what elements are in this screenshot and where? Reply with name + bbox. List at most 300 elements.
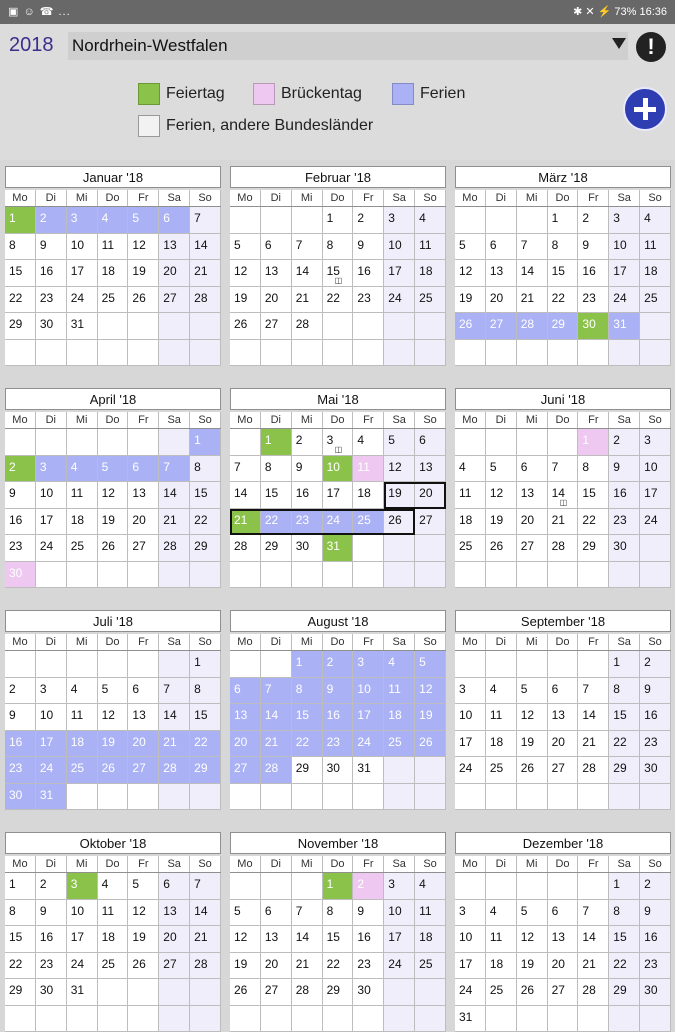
day-cell[interactable]: 9 xyxy=(609,456,640,483)
day-cell[interactable]: 16 xyxy=(36,926,67,953)
day-cell[interactable]: 24 xyxy=(384,953,415,980)
day-cell[interactable]: 19 xyxy=(230,287,261,314)
day-cell[interactable]: 17 xyxy=(353,704,384,731)
day-cell[interactable]: 15 xyxy=(292,704,323,731)
day-cell[interactable]: 26 xyxy=(517,979,548,1006)
day-cell[interactable]: 26 xyxy=(384,509,415,536)
day-cell[interactable]: 25 xyxy=(98,953,129,980)
day-cell[interactable]: 29 xyxy=(292,757,323,784)
day-cell[interactable]: 24 xyxy=(67,287,98,314)
day-cell[interactable]: 1 xyxy=(190,651,221,678)
day-cell[interactable]: 18 xyxy=(486,953,517,980)
day-cell[interactable]: 8 xyxy=(5,234,36,261)
day-cell[interactable]: 19 xyxy=(128,260,159,287)
day-cell[interactable]: 7 xyxy=(578,900,609,927)
day-cell[interactable]: 22 xyxy=(609,953,640,980)
day-cell[interactable]: 22 xyxy=(190,509,221,536)
day-cell[interactable]: 16 xyxy=(5,731,36,758)
day-cell[interactable]: 30 xyxy=(353,979,384,1006)
day-cell[interactable]: 25 xyxy=(455,535,486,562)
day-cell[interactable]: 4 xyxy=(486,678,517,705)
day-cell[interactable]: 31 xyxy=(353,757,384,784)
day-cell[interactable]: 21 xyxy=(578,731,609,758)
day-cell[interactable]: 17 xyxy=(67,926,98,953)
day-cell[interactable]: 20 xyxy=(548,953,579,980)
day-cell[interactable]: 4 xyxy=(353,429,384,456)
day-cell[interactable]: 13 xyxy=(159,900,190,927)
day-cell[interactable]: 6 xyxy=(159,207,190,234)
day-cell[interactable]: 7 xyxy=(261,678,292,705)
day-cell[interactable]: 28 xyxy=(548,535,579,562)
day-cell[interactable]: 22 xyxy=(261,509,292,536)
day-cell[interactable]: 31 xyxy=(609,313,640,340)
day-cell[interactable]: 18 xyxy=(67,731,98,758)
day-cell[interactable]: 1 xyxy=(5,207,36,234)
day-cell[interactable]: 28 xyxy=(159,535,190,562)
day-cell[interactable]: 23 xyxy=(36,953,67,980)
day-cell[interactable]: 20 xyxy=(261,287,292,314)
day-cell[interactable]: 15 xyxy=(609,926,640,953)
day-cell[interactable]: 27 xyxy=(261,979,292,1006)
day-cell[interactable]: 17 xyxy=(36,731,67,758)
day-cell[interactable]: 26 xyxy=(455,313,486,340)
day-cell[interactable]: 13 xyxy=(261,926,292,953)
day-cell[interactable]: 16 xyxy=(640,704,671,731)
day-cell[interactable]: 30 xyxy=(578,313,609,340)
day-cell[interactable]: 25 xyxy=(98,287,129,314)
day-cell[interactable]: 19 xyxy=(455,287,486,314)
day-cell[interactable]: 10 xyxy=(323,456,354,483)
day-cell[interactable]: 17 xyxy=(323,482,354,509)
day-cell[interactable]: 4 xyxy=(384,651,415,678)
day-cell[interactable]: 5 xyxy=(455,234,486,261)
day-cell[interactable]: 27 xyxy=(159,287,190,314)
day-cell[interactable]: 27 xyxy=(128,535,159,562)
day-cell[interactable]: 10 xyxy=(609,234,640,261)
day-cell[interactable]: 20 xyxy=(159,926,190,953)
day-cell[interactable]: 11 xyxy=(415,234,446,261)
day-cell[interactable]: 30 xyxy=(36,979,67,1006)
day-cell[interactable]: 16 xyxy=(640,926,671,953)
day-cell[interactable]: 17 xyxy=(455,731,486,758)
day-cell[interactable]: 25 xyxy=(486,979,517,1006)
day-cell[interactable]: 13 xyxy=(415,456,446,483)
day-cell[interactable]: 17 xyxy=(36,509,67,536)
day-cell[interactable]: 15 xyxy=(190,482,221,509)
day-cell[interactable]: 3 xyxy=(384,873,415,900)
day-cell[interactable]: 23 xyxy=(640,953,671,980)
day-cell[interactable]: 8 xyxy=(609,900,640,927)
day-cell[interactable]: 24 xyxy=(36,535,67,562)
day-cell[interactable]: 22 xyxy=(5,287,36,314)
day-cell[interactable]: 29 xyxy=(323,979,354,1006)
day-cell[interactable]: 2 xyxy=(640,873,671,900)
day-cell[interactable]: 2 xyxy=(5,678,36,705)
day-cell[interactable]: 3 xyxy=(67,873,98,900)
day-cell[interactable]: 19 xyxy=(128,926,159,953)
day-cell[interactable]: 3 xyxy=(353,651,384,678)
day-cell[interactable]: 25 xyxy=(415,287,446,314)
day-cell[interactable]: 26 xyxy=(230,313,261,340)
day-cell[interactable]: 10 xyxy=(353,678,384,705)
day-cell[interactable]: 25 xyxy=(67,535,98,562)
day-cell[interactable]: 8 xyxy=(5,900,36,927)
day-cell[interactable]: 15 xyxy=(548,260,579,287)
day-cell[interactable]: 26 xyxy=(128,287,159,314)
day-cell[interactable]: 19 xyxy=(98,509,129,536)
day-cell[interactable]: 30 xyxy=(323,757,354,784)
day-cell[interactable]: 16 xyxy=(5,509,36,536)
day-cell[interactable]: 27 xyxy=(261,313,292,340)
day-cell[interactable]: 10 xyxy=(36,482,67,509)
day-cell[interactable]: 4 xyxy=(98,207,129,234)
day-cell[interactable]: 12 xyxy=(98,704,129,731)
day-cell[interactable]: 1 xyxy=(292,651,323,678)
day-cell[interactable]: 17 xyxy=(384,260,415,287)
day-cell[interactable]: 21 xyxy=(261,731,292,758)
day-cell[interactable]: 11 xyxy=(353,456,384,483)
day-cell[interactable]: 12 xyxy=(230,926,261,953)
day-cell[interactable]: 23 xyxy=(578,287,609,314)
day-cell[interactable]: 22 xyxy=(323,287,354,314)
day-cell[interactable]: 7 xyxy=(190,207,221,234)
day-cell[interactable]: 12 xyxy=(517,704,548,731)
day-cell[interactable]: 6 xyxy=(128,678,159,705)
day-cell[interactable]: 19 xyxy=(517,731,548,758)
day-cell[interactable]: 6 xyxy=(261,900,292,927)
day-cell[interactable]: 29 xyxy=(5,979,36,1006)
day-cell[interactable]: 1 xyxy=(323,207,354,234)
day-cell[interactable]: 1 xyxy=(190,429,221,456)
day-cell[interactable]: 9 xyxy=(36,900,67,927)
day-cell[interactable]: 18 xyxy=(353,482,384,509)
day-cell[interactable]: 8 xyxy=(190,678,221,705)
day-cell[interactable]: 30 xyxy=(609,535,640,562)
day-cell[interactable]: 16 xyxy=(292,482,323,509)
day-cell[interactable]: 28 xyxy=(578,757,609,784)
day-cell[interactable]: 9 xyxy=(578,234,609,261)
day-cell[interactable]: 5 xyxy=(98,678,129,705)
day-cell[interactable]: 18 xyxy=(98,926,129,953)
day-cell[interactable]: 25 xyxy=(67,757,98,784)
day-cell[interactable]: 20 xyxy=(548,731,579,758)
day-cell[interactable]: 23 xyxy=(353,287,384,314)
day-cell[interactable]: 27 xyxy=(517,535,548,562)
day-cell[interactable]: 9 xyxy=(353,234,384,261)
day-cell[interactable]: 11 xyxy=(67,704,98,731)
day-cell[interactable]: 8 xyxy=(609,678,640,705)
day-cell[interactable]: 9 xyxy=(292,456,323,483)
day-cell[interactable]: 17 xyxy=(67,260,98,287)
day-cell[interactable]: 10 xyxy=(455,926,486,953)
day-cell[interactable]: 2 xyxy=(609,429,640,456)
day-cell[interactable]: 3 xyxy=(609,207,640,234)
day-cell[interactable]: 12 xyxy=(230,260,261,287)
day-cell[interactable]: 1 xyxy=(323,873,354,900)
day-cell[interactable]: 10 xyxy=(384,900,415,927)
day-cell[interactable]: 27 xyxy=(548,979,579,1006)
day-cell[interactable]: 17 xyxy=(640,482,671,509)
chevron-down-icon[interactable] xyxy=(612,38,626,49)
day-cell[interactable]: 14 xyxy=(292,260,323,287)
day-cell[interactable]: 3 xyxy=(67,207,98,234)
day-cell[interactable]: 29 xyxy=(190,757,221,784)
day-cell[interactable]: 30 xyxy=(292,535,323,562)
day-cell[interactable]: 8 xyxy=(578,456,609,483)
day-cell[interactable]: 21 xyxy=(159,731,190,758)
day-cell[interactable]: 12 xyxy=(486,482,517,509)
day-cell[interactable]: 13 xyxy=(128,482,159,509)
day-cell[interactable]: 12 xyxy=(517,926,548,953)
day-cell[interactable]: 23 xyxy=(292,509,323,536)
day-cell[interactable]: 11 xyxy=(415,900,446,927)
day-cell[interactable]: 18 xyxy=(455,509,486,536)
day-cell[interactable]: 18 xyxy=(486,731,517,758)
day-cell[interactable]: 30 xyxy=(5,784,36,811)
day-cell[interactable]: 17 xyxy=(455,953,486,980)
day-cell[interactable]: 22 xyxy=(609,731,640,758)
day-cell[interactable]: 29 xyxy=(548,313,579,340)
day-cell[interactable]: 29 xyxy=(609,979,640,1006)
day-cell[interactable]: 28 xyxy=(517,313,548,340)
day-cell[interactable]: 7 xyxy=(190,873,221,900)
day-cell[interactable]: 3 xyxy=(455,900,486,927)
day-cell[interactable]: 24 xyxy=(609,287,640,314)
day-cell[interactable]: 25 xyxy=(353,509,384,536)
day-cell[interactable]: 21 xyxy=(548,509,579,536)
day-cell[interactable]: 18 xyxy=(384,704,415,731)
day-cell[interactable]: 20 xyxy=(128,731,159,758)
day-cell[interactable]: 9 xyxy=(5,482,36,509)
day-cell[interactable]: 14 xyxy=(578,926,609,953)
day-cell[interactable]: 13 xyxy=(548,704,579,731)
day-cell[interactable]: 5 xyxy=(128,207,159,234)
day-cell[interactable]: 8 xyxy=(190,456,221,483)
day-cell[interactable]: 9 xyxy=(640,900,671,927)
day-cell[interactable]: 22 xyxy=(323,953,354,980)
day-cell[interactable]: 31 xyxy=(67,313,98,340)
day-cell[interactable]: 5 xyxy=(230,900,261,927)
day-cell[interactable]: 23 xyxy=(5,535,36,562)
day-cell[interactable]: 20 xyxy=(159,260,190,287)
day-cell[interactable]: 20 xyxy=(415,482,446,509)
day-cell[interactable]: 27 xyxy=(415,509,446,536)
day-cell[interactable]: 9 xyxy=(353,900,384,927)
day-cell[interactable]: 18 xyxy=(98,260,129,287)
day-cell[interactable]: 16 xyxy=(353,926,384,953)
day-cell[interactable]: 28 xyxy=(261,757,292,784)
day-cell[interactable]: 25 xyxy=(384,731,415,758)
day-cell[interactable]: 15 ◫ xyxy=(323,260,354,287)
day-cell[interactable]: 15 xyxy=(5,926,36,953)
day-cell[interactable]: 4 xyxy=(98,873,129,900)
day-cell[interactable]: 12 xyxy=(128,234,159,261)
day-cell[interactable]: 21 xyxy=(159,509,190,536)
day-cell[interactable]: 18 xyxy=(415,260,446,287)
day-cell[interactable]: 21 xyxy=(578,953,609,980)
year-selector[interactable]: 2018 xyxy=(9,34,54,57)
day-cell[interactable]: 21 xyxy=(292,953,323,980)
day-cell[interactable]: 22 xyxy=(190,731,221,758)
day-cell[interactable]: 13 xyxy=(548,926,579,953)
day-cell[interactable]: 24 xyxy=(455,979,486,1006)
day-cell[interactable]: 23 xyxy=(353,953,384,980)
day-cell[interactable]: 1 xyxy=(5,873,36,900)
day-cell[interactable]: 2 xyxy=(36,207,67,234)
day-cell[interactable]: 18 xyxy=(67,509,98,536)
day-cell[interactable]: 12 xyxy=(415,678,446,705)
day-cell[interactable]: 27 xyxy=(159,953,190,980)
day-cell[interactable]: 7 xyxy=(159,456,190,483)
day-cell[interactable]: 28 xyxy=(230,535,261,562)
day-cell[interactable]: 10 xyxy=(67,900,98,927)
day-cell[interactable]: 2 xyxy=(353,207,384,234)
day-cell[interactable]: 26 xyxy=(486,535,517,562)
day-cell[interactable]: 12 xyxy=(384,456,415,483)
day-cell[interactable]: 9 xyxy=(640,678,671,705)
day-cell[interactable]: 6 xyxy=(548,900,579,927)
day-cell[interactable]: 14 xyxy=(190,900,221,927)
day-cell[interactable]: 16 xyxy=(353,260,384,287)
day-cell[interactable]: 6 xyxy=(517,456,548,483)
day-cell[interactable]: 22 xyxy=(548,287,579,314)
day-cell[interactable]: 3 xyxy=(455,678,486,705)
day-cell[interactable]: 5 xyxy=(98,456,129,483)
day-cell[interactable]: 12 xyxy=(455,260,486,287)
day-cell[interactable]: 24 xyxy=(353,731,384,758)
day-cell[interactable]: 24 xyxy=(67,953,98,980)
day-cell[interactable]: 26 xyxy=(98,757,129,784)
day-cell[interactable]: 8 xyxy=(323,900,354,927)
day-cell[interactable]: 23 xyxy=(323,731,354,758)
day-cell[interactable]: 15 xyxy=(190,704,221,731)
day-cell[interactable]: 6 xyxy=(230,678,261,705)
day-cell[interactable]: 16 xyxy=(609,482,640,509)
day-cell[interactable]: 7 xyxy=(548,456,579,483)
day-cell[interactable]: 16 xyxy=(36,260,67,287)
day-cell[interactable]: 25 xyxy=(415,953,446,980)
day-cell[interactable]: 16 xyxy=(323,704,354,731)
day-cell[interactable]: 29 xyxy=(190,535,221,562)
day-cell[interactable]: 8 xyxy=(323,234,354,261)
day-cell[interactable]: 26 xyxy=(415,731,446,758)
day-cell[interactable]: 6 xyxy=(261,234,292,261)
day-cell[interactable]: 14 xyxy=(190,234,221,261)
day-cell[interactable]: 10 xyxy=(640,456,671,483)
day-cell[interactable]: 17 xyxy=(384,926,415,953)
state-dropdown[interactable]: Nordrhein-Westfalen xyxy=(68,32,628,60)
day-cell[interactable]: 5 xyxy=(517,900,548,927)
day-cell[interactable]: 31 xyxy=(67,979,98,1006)
day-cell[interactable]: 24 xyxy=(323,509,354,536)
info-icon[interactable]: ! xyxy=(636,32,666,62)
day-cell[interactable]: 6 xyxy=(159,873,190,900)
day-cell[interactable]: 31 xyxy=(323,535,354,562)
day-cell[interactable]: 31 xyxy=(36,784,67,811)
day-cell[interactable]: 30 xyxy=(640,757,671,784)
day-cell[interactable]: 2 xyxy=(353,873,384,900)
day-cell[interactable]: 26 xyxy=(128,953,159,980)
day-cell[interactable]: 19 xyxy=(415,704,446,731)
day-cell[interactable]: 31 xyxy=(455,1006,486,1032)
day-cell[interactable]: 26 xyxy=(98,535,129,562)
day-cell[interactable]: 14 ◫ xyxy=(548,482,579,509)
day-cell[interactable]: 14 xyxy=(159,704,190,731)
day-cell[interactable]: 29 xyxy=(578,535,609,562)
day-cell[interactable]: 23 xyxy=(640,731,671,758)
day-cell[interactable]: 7 xyxy=(517,234,548,261)
day-cell[interactable]: 14 xyxy=(517,260,548,287)
day-cell[interactable]: 8 xyxy=(261,456,292,483)
day-cell[interactable]: 15 xyxy=(5,260,36,287)
day-cell[interactable]: 13 xyxy=(486,260,517,287)
day-cell[interactable]: 25 xyxy=(640,287,671,314)
day-cell[interactable]: 26 xyxy=(230,979,261,1006)
day-cell[interactable]: 19 xyxy=(517,953,548,980)
day-cell[interactable]: 15 xyxy=(609,704,640,731)
day-cell[interactable]: 21 xyxy=(190,260,221,287)
day-cell[interactable]: 19 xyxy=(98,731,129,758)
day-cell[interactable]: 7 xyxy=(292,900,323,927)
day-cell[interactable]: 28 xyxy=(159,757,190,784)
day-cell[interactable]: 10 xyxy=(384,234,415,261)
day-cell[interactable]: 17 xyxy=(609,260,640,287)
day-cell[interactable]: 5 xyxy=(486,456,517,483)
day-cell[interactable]: 11 xyxy=(486,926,517,953)
day-cell[interactable]: 24 xyxy=(384,287,415,314)
day-cell[interactable]: 2 xyxy=(578,207,609,234)
day-cell[interactable]: 11 xyxy=(384,678,415,705)
day-cell[interactable]: 8 xyxy=(292,678,323,705)
day-cell[interactable]: 29 xyxy=(609,757,640,784)
day-cell[interactable]: 7 xyxy=(159,678,190,705)
day-cell[interactable]: 9 xyxy=(36,234,67,261)
day-cell[interactable]: 22 xyxy=(292,731,323,758)
day-cell[interactable]: 18 xyxy=(415,926,446,953)
day-cell[interactable]: 24 xyxy=(640,509,671,536)
day-cell[interactable]: 13 xyxy=(261,260,292,287)
day-cell[interactable]: 5 xyxy=(415,651,446,678)
day-cell[interactable]: 2 xyxy=(5,456,36,483)
day-cell[interactable]: 24 xyxy=(455,757,486,784)
add-button[interactable] xyxy=(623,87,667,131)
day-cell[interactable]: 4 xyxy=(640,207,671,234)
day-cell[interactable]: 19 xyxy=(486,509,517,536)
day-cell[interactable]: 23 xyxy=(5,757,36,784)
day-cell[interactable]: 4 xyxy=(415,873,446,900)
day-cell[interactable]: 28 xyxy=(292,313,323,340)
day-cell[interactable]: 4 xyxy=(455,456,486,483)
day-cell[interactable]: 30 xyxy=(36,313,67,340)
day-cell[interactable]: 27 xyxy=(548,757,579,784)
day-cell[interactable]: 10 xyxy=(455,704,486,731)
day-cell[interactable]: 14 xyxy=(578,704,609,731)
day-cell[interactable]: 29 xyxy=(261,535,292,562)
day-cell[interactable]: 5 xyxy=(517,678,548,705)
day-cell[interactable]: 11 xyxy=(486,704,517,731)
day-cell[interactable]: 2 xyxy=(36,873,67,900)
day-cell[interactable]: 4 xyxy=(67,456,98,483)
day-cell[interactable]: 20 xyxy=(230,731,261,758)
day-cell[interactable]: 21 xyxy=(292,287,323,314)
day-cell[interactable]: 12 xyxy=(128,900,159,927)
day-cell[interactable]: 11 xyxy=(98,900,129,927)
day-cell[interactable]: 1 xyxy=(609,651,640,678)
day-cell[interactable]: 28 xyxy=(190,287,221,314)
day-cell[interactable]: 21 xyxy=(517,287,548,314)
day-cell[interactable]: 8 xyxy=(548,234,579,261)
day-cell[interactable]: 1 xyxy=(548,207,579,234)
